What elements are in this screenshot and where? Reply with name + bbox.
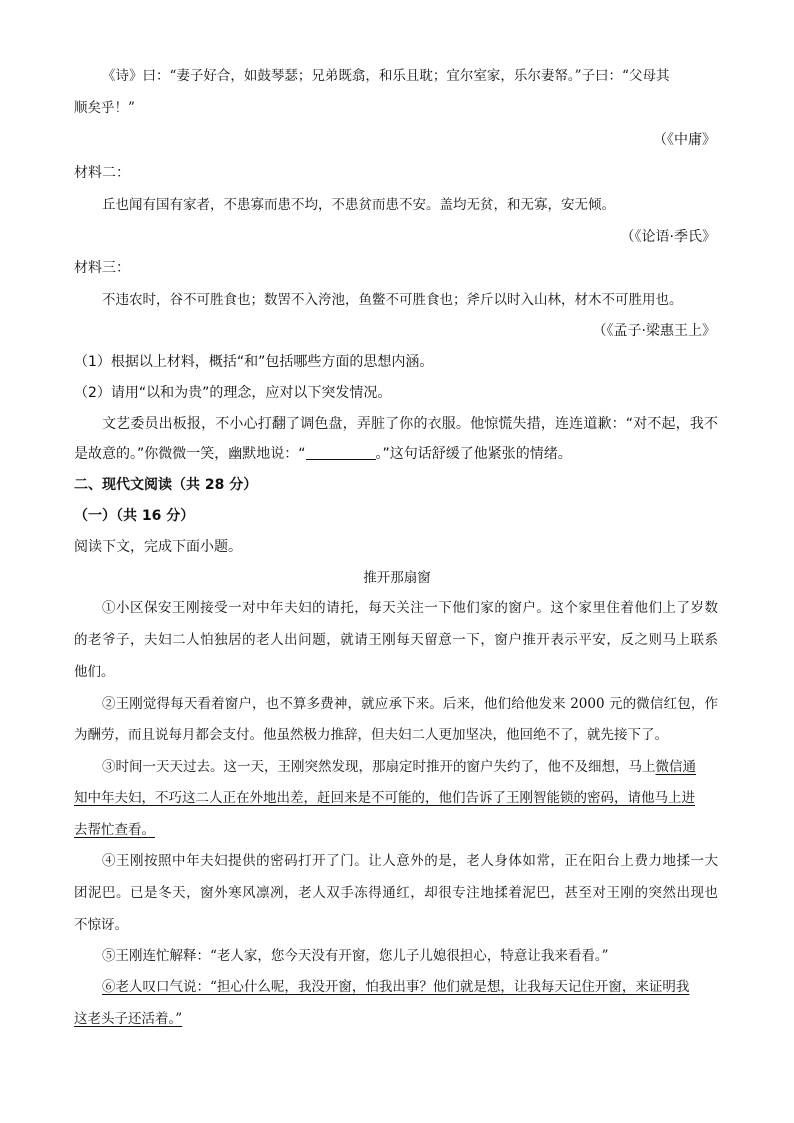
material3-heading: 材料三： <box>74 260 130 276</box>
p6-line2: 这老头子还活着。” <box>74 1011 183 1027</box>
p1-line3: 他们。 <box>74 664 115 680</box>
material1-line1: 《诗》曰：“妻子好合，如鼓琴瑟；兄弟既翕，和乐且耽；宜尔室家，乐尔妻帑。”子曰：“父母其 <box>102 68 670 84</box>
material3-source: （《孟子·梁惠王上》 <box>592 323 716 339</box>
scenario-line2 <box>74 444 572 464</box>
scenario-line2-after: 。”这句话舒缓了他紧张的情绪。 <box>375 446 572 462</box>
p3-line1 <box>102 757 696 777</box>
p2-line1: ②王刚觉得每天看着窗户，也不算多费神，就应承下来。后来，他们给他发来 2000 元的微信红包，作 <box>102 696 718 712</box>
subsection-heading: （一）（共 16 分） <box>74 508 195 524</box>
question-2: （2）请用“以和为贵”的理念，应对以下突发情况。 <box>74 385 392 401</box>
p1-line1: ①小区保安王刚接受一对中年夫妇的请托，每天关注一下他们家的窗户。这个家里住着他们上了岁数 <box>102 600 718 616</box>
material3-text: 不违农时，谷不可胜食也；数罟不入洿池，鱼鳖不可胜食也；斧斤以时入山林，材木不可胜用也。 <box>102 292 683 308</box>
section-heading: 二、现代文阅读（共 28 分） <box>74 477 258 493</box>
p5-line1: ⑤王刚连忙解释：“老人家，您今天没有开窗，您儿子儿媳很担心，特意让我来看看。” <box>102 948 609 964</box>
p3-line1-underlined: 微信通 <box>655 759 696 775</box>
reading-instruction: 阅读下文，完成下面小题。 <box>74 539 242 555</box>
p4-line1: ④王刚按照中年夫妇提供的密码打开了门。让人意外的是，老人身体如常，正在阳台上费力地揉一大 <box>102 853 718 869</box>
material1-source: （《中庸》 <box>653 132 716 148</box>
scenario-line2-before: 是故意的。”你微微一笑，幽默地说：“ <box>74 446 306 462</box>
p4-line2: 团泥巴。已是冬天，窗外寒风凛冽，老人双手冻得通红，却很专注地揉着泥巴，甚至对王刚的突然出现也 <box>74 885 718 901</box>
answer-blank[interactable] <box>306 445 376 460</box>
p2-line2: 为酬劳，而且说每月都会支付。他虽然极力推辞，但夫妇二人更加坚决，他回绝不了，就先接下了。 <box>74 727 668 743</box>
scenario-line1 <box>102 414 718 434</box>
p3-line3: 去帮忙查看。 <box>74 822 155 838</box>
material2-source: （《论语·季氏》 <box>620 229 716 245</box>
p3-line2: 知中年夫妇，不巧这二人正在外地出差，赶回来是不可能的，他们告诉了王刚智能锁的密码，请他马上进 <box>74 790 695 806</box>
article-title: 推开那扇窗 <box>363 570 431 586</box>
scenario-line1-text: 文艺委员出板报，不小心打翻了调色盘，弄脏了你的衣服。他惊慌失措，连连道歉：“对不起，我不 <box>102 416 718 432</box>
material2-text: 丘也闻有国有家者，不患寡而患不均，不患贫而患不安。盖均无贫，和无寡，安无倾。 <box>102 197 615 213</box>
p3-line1-text: ③时间一天天过去。这一天，王刚突然发现，那扇定时推开的窗户失约了，他不及细想，马上 <box>102 759 656 775</box>
p1-line2: 的老爷子，夫妇二人怕独居的老人出问题，就请王刚每天留意一下，窗户推开表示平安，反之则马上联系 <box>74 632 718 648</box>
p6-line1: ⑥老人叹口气说：“担心什么呢，我没开窗，怕我出事？他们就是想，让我每天记住开窗，来证明我 <box>102 979 690 995</box>
material2-heading: 材料二： <box>74 165 130 181</box>
question-1: （1）根据以上材料，概括“和”包括哪些方面的思想内涵。 <box>74 354 434 370</box>
material1-line2: 顺矣乎！” <box>74 100 135 116</box>
p4-line3: 不惊讶。 <box>74 917 128 933</box>
